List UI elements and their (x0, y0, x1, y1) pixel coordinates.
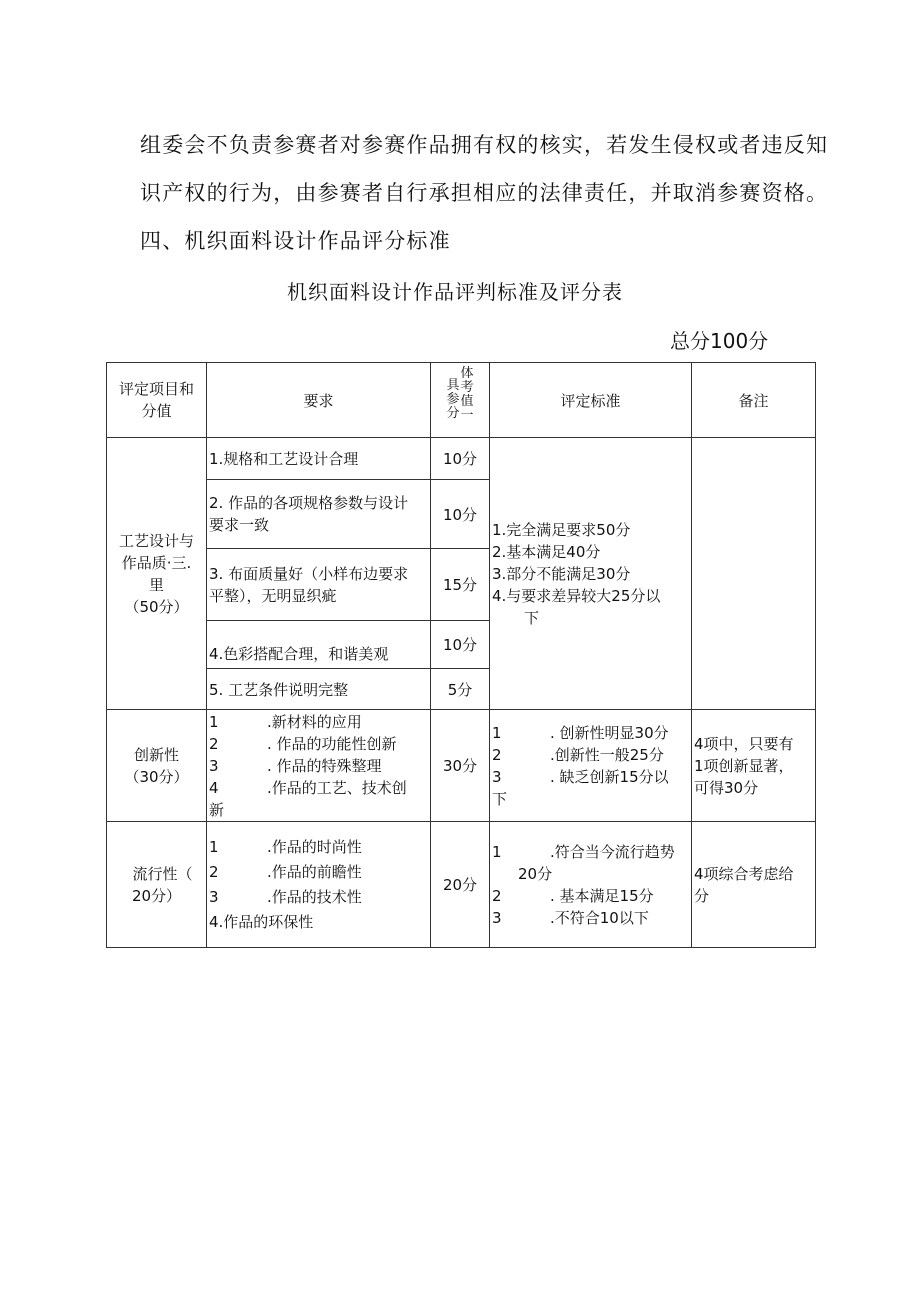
craft-req-1: 1.规格和工艺设计合理 (207, 438, 431, 480)
list-text: . 作品的特殊整理 (267, 756, 382, 775)
list-number: 2 (209, 862, 219, 881)
section-heading: 四、机织面料设计作品评分标准 (140, 229, 451, 253)
innovation-requirements (207, 710, 431, 822)
list-text: .新材料的应用 (267, 712, 362, 731)
header-score-char: 一 (460, 408, 474, 423)
header-score-char: 参 (446, 392, 460, 407)
list-item (209, 777, 430, 799)
list-item (209, 835, 430, 860)
table-row (107, 822, 816, 948)
innovation-remarks (692, 710, 816, 822)
list-item-cont: 新 (209, 800, 225, 819)
intro-line-2: 识产权的行为，由参赛者自行承担相应的法律责任，并取消参赛资格。 (140, 181, 829, 205)
list-text: .作品的时尚性 (267, 837, 362, 856)
list-number: 3 (209, 756, 219, 775)
innovation-category (107, 710, 207, 822)
list-text: . 基本满足15分 (550, 886, 654, 905)
list-text: .创新性一般25分 (550, 745, 664, 764)
header-score-char: 分 (446, 406, 460, 421)
innovation-score: 30分 (431, 710, 490, 822)
fashion-category (107, 822, 207, 948)
craft-req-2-line1: 2. 作品的各项规格参数与设计 (209, 494, 409, 512)
craft-req-3-line2: 平整），无明显织疵 (209, 586, 337, 605)
list-text: . 作品的功能性创新 (267, 734, 397, 753)
list-number: 1 (209, 712, 219, 731)
list-item-cont: 20分 (518, 864, 553, 883)
craft-remarks (692, 438, 816, 710)
list-number: 2 (492, 886, 502, 905)
list-text: .作品的前瞻性 (267, 862, 362, 881)
innovation-name-2: （30分） (124, 767, 189, 786)
craft-req-3 (207, 549, 431, 621)
craft-name-3: 里 (148, 575, 164, 594)
craft-score-3: 15分 (431, 549, 490, 621)
craft-name-2: 作品质·三. (121, 553, 192, 572)
fashion-criteria (490, 822, 692, 948)
header-score-char: 具 (446, 378, 460, 393)
header-score-char: 值 (460, 394, 474, 409)
header-requirement: 要求 (207, 363, 431, 438)
innovation-criteria (490, 710, 692, 822)
total-score: 总分100分 (670, 329, 769, 353)
craft-score-5: 5分 (431, 669, 490, 710)
list-text: . 缺乏创新15分以 (550, 767, 669, 786)
list-item (492, 907, 691, 929)
list-number: 3 (492, 908, 502, 927)
list-item (492, 744, 691, 766)
craft-criteria (490, 438, 692, 710)
list-text: .作品的技术性 (267, 887, 362, 906)
craft-req-5: 5. 工艺条件说明完整 (207, 669, 431, 710)
list-item (209, 711, 430, 733)
header-item (107, 363, 207, 438)
table-row (107, 710, 816, 822)
scoring-table (106, 362, 816, 948)
header-score-char: 考 (460, 380, 474, 395)
table-row (107, 438, 816, 480)
craft-req-3-line1: 3. 布面质量好（小样布边要求 (209, 564, 409, 583)
fashion-name-2: 20分） (131, 886, 182, 905)
table-title: 机织面料设计作品评判标准及评分表 (287, 280, 623, 304)
list-number: 3 (492, 767, 502, 786)
list-item (492, 722, 691, 744)
craft-crit-1: 1.完全满足要求50分 (492, 520, 631, 539)
craft-name-1: 工艺设计与 (118, 531, 194, 550)
fashion-score: 20分 (431, 822, 490, 948)
list-item (209, 733, 430, 755)
craft-req-2 (207, 480, 431, 549)
craft-crit-3: 3.部分不能满足30分 (492, 564, 631, 583)
remark-line: 1项创新显著， (694, 756, 794, 775)
list-item (492, 841, 691, 863)
header-remarks: 备注 (692, 363, 816, 438)
fashion-remarks (692, 822, 816, 948)
header-score-char: 体 (460, 366, 474, 381)
list-number: 1 (492, 723, 502, 742)
list-text: .不符合10以下 (550, 908, 649, 927)
intro-line-1: 组委会不负责参赛者对参赛作品拥有权的核实，若发生侵权或者违反知 (140, 133, 829, 157)
header-row (107, 363, 816, 438)
list-number: 1 (209, 837, 219, 856)
innovation-name-1: 创新性 (133, 745, 179, 764)
list-item (209, 755, 430, 777)
fashion-name-1: 流行性（ (132, 864, 193, 883)
list-item (492, 885, 691, 907)
list-number: 1 (492, 842, 502, 861)
list-text: .作品的工艺、技术创 (267, 778, 407, 797)
remark-line: 4项综合考虑给 (694, 864, 794, 883)
list-number: 2 (209, 734, 219, 753)
header-score (431, 363, 490, 438)
remark-line: 分 (694, 886, 710, 905)
header-item-text: 评定项目和分值 (118, 380, 194, 420)
fashion-requirements (207, 822, 431, 948)
craft-req-2-line2: 要求一致 (209, 516, 270, 534)
list-item (209, 885, 430, 910)
list-number: 4 (209, 778, 219, 797)
list-number: 2 (492, 745, 502, 764)
header-criteria: 评定标准 (490, 363, 692, 438)
list-item: 4.作品的环保性 (209, 912, 314, 931)
craft-req-4: 4.色彩搭配合理，和谐美观 (207, 621, 431, 669)
craft-crit-2: 2.基本满足40分 (492, 542, 601, 561)
craft-score-4: 10分 (431, 621, 490, 669)
list-item (209, 860, 430, 885)
remark-line: 可得30分 (694, 778, 759, 797)
craft-category (107, 438, 207, 710)
craft-name-4: （50分） (124, 597, 189, 616)
craft-crit-4b: 下 (524, 608, 540, 627)
remark-line: 4项中，只要有 (694, 734, 794, 753)
craft-score-1: 10分 (431, 438, 490, 480)
list-item (492, 766, 691, 788)
list-text: . 创新性明显30分 (550, 723, 669, 742)
list-item-cont: 下 (492, 789, 508, 808)
craft-crit-4: 4.与要求差异较大25分以 (492, 586, 661, 605)
craft-score-2: 10分 (431, 480, 490, 549)
list-text: .符合当今流行趋势 (550, 842, 675, 861)
list-number: 3 (209, 887, 219, 906)
